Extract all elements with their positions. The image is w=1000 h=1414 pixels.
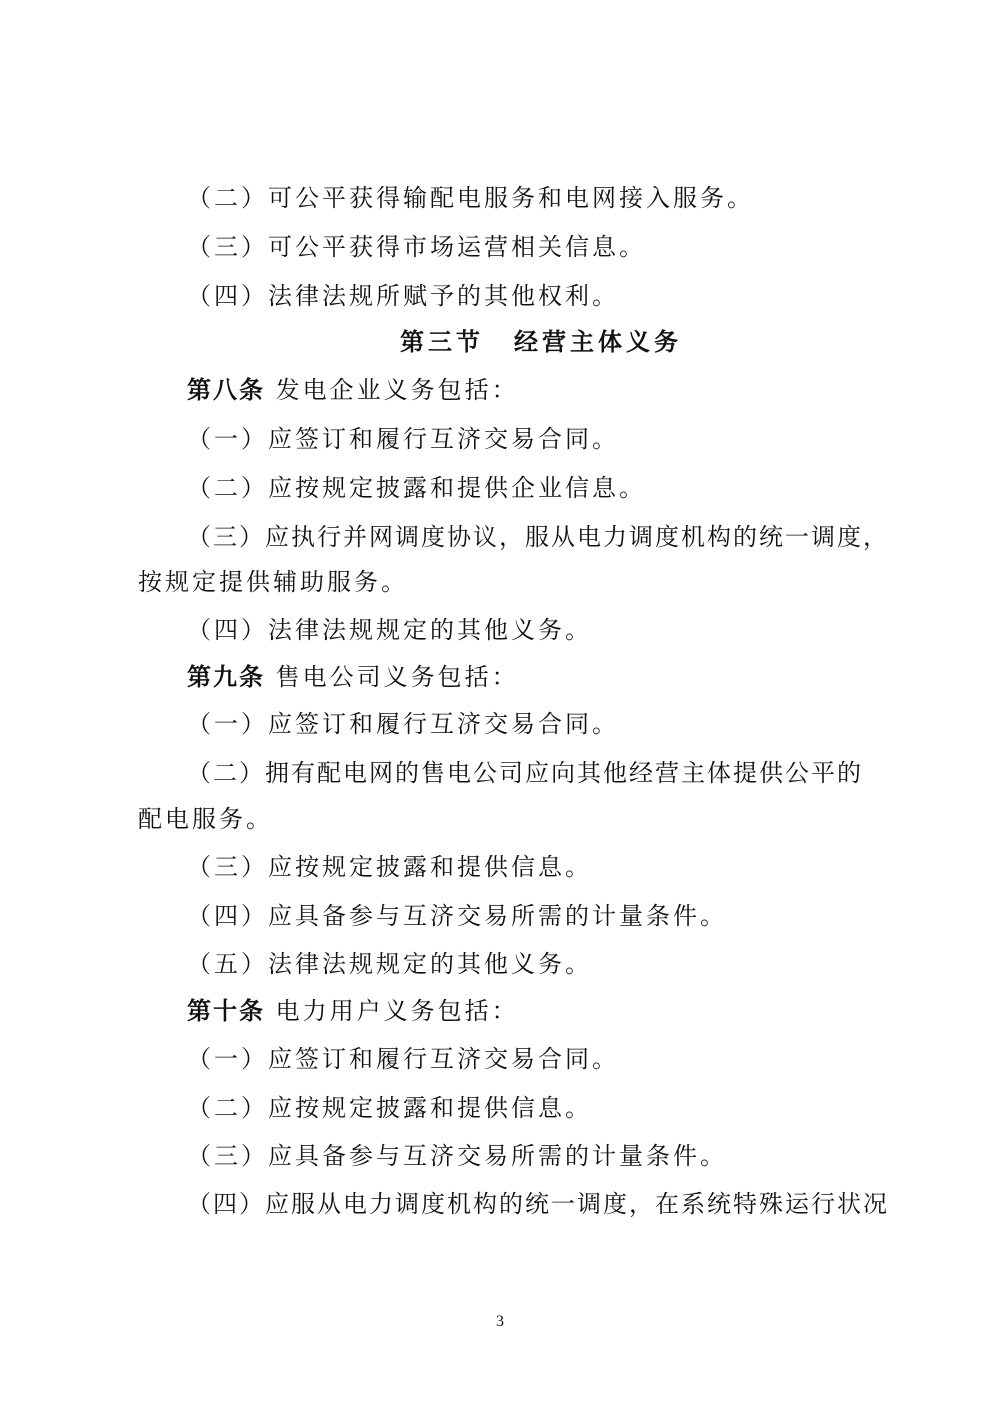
clause-line: （二）应按规定披露和提供企业信息。 [187, 474, 646, 502]
article-text: 发电企业义务包括： [275, 376, 519, 404]
section-heading [400, 326, 682, 358]
clause-line: （二）应按规定披露和提供信息。 [187, 1094, 592, 1122]
article-heading: 第九条 [187, 662, 265, 691]
clause-line: （三）应按规定披露和提供信息。 [187, 853, 592, 881]
article-text: 售电公司义务包括： [275, 663, 519, 691]
clause-continuation: 配电服务。 [138, 805, 273, 833]
clause-line: （二）可公平获得输配电服务和电网接入服务。 [187, 184, 754, 212]
clause-line: （四）法律法规规定的其他义务。 [187, 616, 592, 644]
clause-line: （三）应具备参与互济交易所需的计量条件。 [187, 1142, 727, 1170]
clause-continuation: 按规定提供辅助服务。 [138, 568, 408, 596]
section-title: 经营主体义务 [514, 327, 682, 356]
clause-line: （三）应执行并网调度协议，服从电力调度机构的统一调度， [187, 523, 889, 551]
article-line [187, 374, 519, 406]
clause-line: （二）拥有配电网的售电公司应向其他经营主体提供公平的 [187, 759, 863, 787]
clause-line: （四）法律法规所赋予的其他权利。 [187, 282, 619, 310]
page-number: 3 [496, 1313, 504, 1330]
clause-line: （一）应签订和履行互济交易合同。 [187, 425, 619, 453]
clause-line: （一）应签订和履行互济交易合同。 [187, 1045, 619, 1073]
clause-line: （三）可公平获得市场运营相关信息。 [187, 233, 646, 261]
article-text: 电力用户义务包括： [275, 997, 519, 1025]
clause-line: （一）应签订和履行互济交易合同。 [187, 710, 619, 738]
clause-line: （五）法律法规规定的其他义务。 [187, 950, 592, 978]
article-line [187, 661, 519, 693]
clause-line: （四）应具备参与互济交易所需的计量条件。 [187, 902, 727, 930]
article-heading: 第八条 [187, 375, 265, 404]
article-heading: 第十条 [187, 996, 265, 1025]
clause-line: （四）应服从电力调度机构的统一调度，在系统特殊运行状况 [187, 1190, 889, 1218]
article-line [187, 995, 519, 1027]
section-number: 第三节 [400, 327, 484, 356]
